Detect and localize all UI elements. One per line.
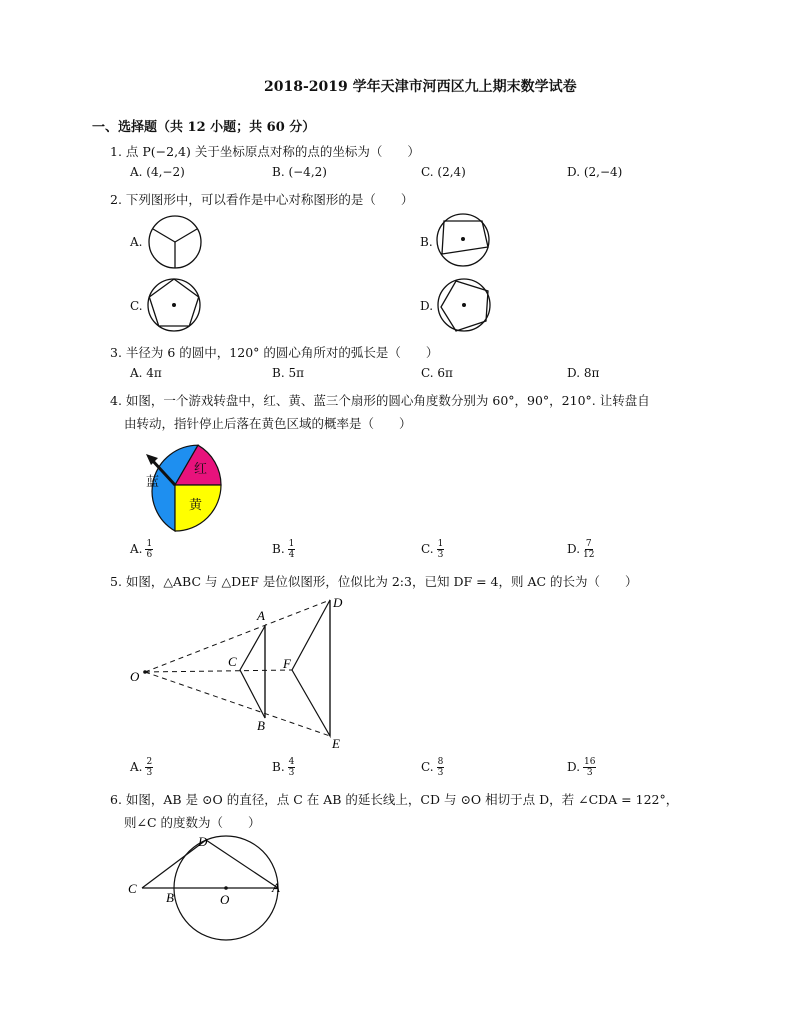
q4-option-c: C. $\frac{1}{3}$ <box>421 539 444 560</box>
label-O: O <box>130 669 140 684</box>
q3-option-b: B. 5π <box>272 366 304 380</box>
question-5-stem: 5. 如图，△ABC 与 △DEF 是位似图形，位似比为 2:3，已知 DF = 4，则 AC 的长为（ ） <box>110 574 638 589</box>
question-6-stem-line1: 6. 如图，AB 是 ⊙O 的直径，点 C 在 AB 的延长线上，CD 与 ⊙O 相切于点 D，若 ∠CDA = 122°， <box>110 792 679 807</box>
question-2-stem: 2. 下列图形中，可以看作是中心对称图形的是（ ） <box>110 192 414 207</box>
question-1-stem: 1. 点 P(−2,4) 关于坐标原点对称的点的坐标为（ ） <box>110 144 420 159</box>
label-B: B <box>166 890 174 905</box>
q5-option-b: B. $\frac{4}{3}$ <box>272 757 295 778</box>
q2-figure-a <box>146 214 206 270</box>
label-O: O <box>220 892 230 907</box>
q1-option-d: D. (2,−4) <box>567 165 623 179</box>
label-C: C <box>128 881 137 896</box>
q2-figure-d <box>434 277 496 335</box>
question-3-stem: 3. 半径为 6 的圆中，120° 的圆心角所对的弧长是（ ） <box>110 345 439 360</box>
label-D: D <box>333 595 343 610</box>
q4-option-d: D. $\frac{7}{12}$ <box>567 539 595 560</box>
q2-figure-c <box>146 277 206 335</box>
section-heading: 一、选择题（共 12 小题；共 60 分） <box>92 120 316 135</box>
label-A: A <box>257 608 265 623</box>
label-C: C <box>228 654 237 669</box>
label-E: E <box>332 736 340 751</box>
q2-figure-b <box>434 212 494 270</box>
q4-option-b: B. $\frac{1}{4}$ <box>272 539 295 560</box>
label-D: D <box>198 834 208 849</box>
q2-label-a: A. <box>130 235 143 249</box>
q6-tangent-figure <box>120 832 290 944</box>
q2-label-c: C. <box>130 299 143 313</box>
q3-option-d: D. 8π <box>567 366 600 380</box>
question-4-stem-line2: 由转动，指针停止后落在黄色区域的概率是（ ） <box>124 416 412 431</box>
question-4-stem-line1: 4. 如图，一个游戏转盘中，红、黄、蓝三个扇形的圆心角度数分别为 60°，90°，210°. 让转盘自 <box>110 393 650 408</box>
q2-label-d: D. <box>420 299 434 313</box>
q3-option-a: A. 4π <box>130 366 162 380</box>
label-B: B <box>257 718 265 733</box>
spinner-red-label: 红 <box>194 462 208 477</box>
q1-option-a: A. (4,−2) <box>130 165 185 179</box>
q5-option-d: D. $\frac{16}{3}$ <box>567 757 596 778</box>
spinner-blue-label: 蓝 <box>146 475 160 490</box>
label-A: A <box>272 880 280 895</box>
q3-option-c: C. 6π <box>421 366 453 380</box>
label-F: F <box>283 656 291 671</box>
q1-option-b: B. (−4,2) <box>272 165 327 179</box>
page-title: 2018-2019 学年天津市河西区九上期末数学试卷 <box>264 79 577 95</box>
question-6-stem-line2: 则∠C 的度数为（ ） <box>124 815 261 830</box>
q4-spinner <box>126 438 226 534</box>
spinner-yellow-label: 黄 <box>189 498 203 513</box>
q5-homothety-figure <box>120 592 360 752</box>
q5-option-c: C. $\frac{8}{3}$ <box>421 757 444 778</box>
q5-option-a: A. $\frac{2}{3}$ <box>130 757 153 778</box>
q1-option-c: C. (2,4) <box>421 165 466 179</box>
q4-option-a: A. $\frac{1}{6}$ <box>130 539 153 560</box>
q2-label-b: B. <box>420 235 433 249</box>
